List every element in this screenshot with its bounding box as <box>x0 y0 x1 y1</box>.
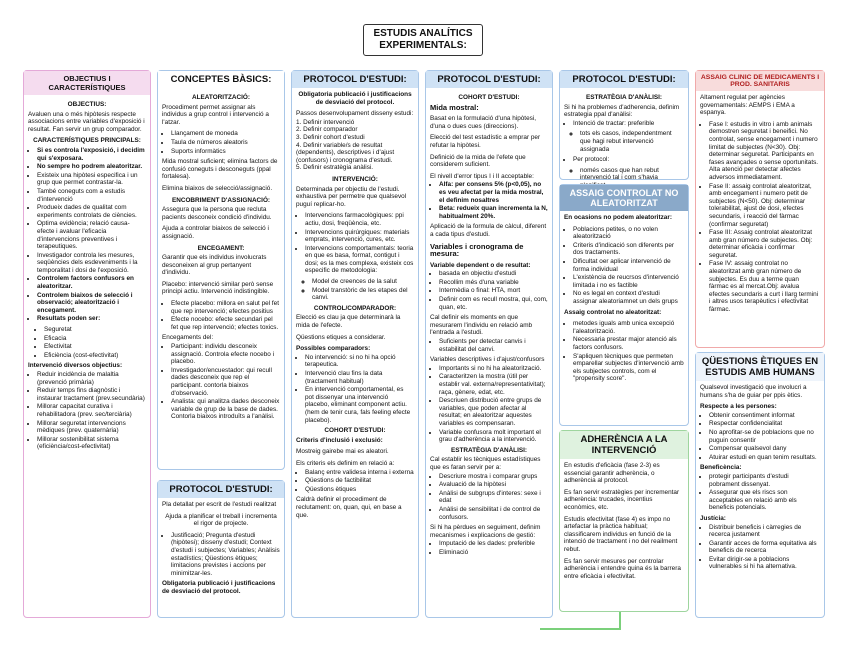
paragraph: Ajuda a controlar biaixos de selecció i assignació. <box>162 225 269 240</box>
paragraph: Basat en la formulació d'una hipòtesi, d'una o dues cues (direccions). <box>430 115 537 130</box>
paragraph: Assegura que la persona que recluta pacients desconeix condició d'individu. <box>162 206 272 221</box>
paragraph: Variable dependent o de resultat: <box>430 261 531 269</box>
list-item: • Produeix dades de qualitat com experiments controlats de ciències. <box>37 204 146 219</box>
list-item: ◦ tots els casos, independentment que hagi rebut intervenció assignada <box>580 130 684 153</box>
paragraph: Variables descriptives i d'ajust/confusors <box>430 356 545 364</box>
list-item: • Fase IV: assaig controlat no aleatoritzat amb gran número de subjectes. Es duu a terme quan fàrmac es al mercat.Obj: avalua efectes secundaris a curt i llarg termini i altres usos terapèutics i efectivitat fàrmac. <box>709 260 820 313</box>
list-item: • Resultats poden ser: <box>37 315 146 323</box>
paragraph: En ocasions no podem aleatoritzar: <box>564 214 672 221</box>
list-item: • Definir com es recull mostra, qui, com, quan, etc. <box>439 296 548 311</box>
panel-header: ASSAIG CONTROLAT NO ALEATORITZAT <box>560 185 688 211</box>
list-item: • Millorar capacitat curativa i rehabilitadora (prev. sec/terciària) <box>37 403 146 418</box>
list-item: • Analista: qui analitza dades desconeix variable de grup de la base de dades. Contorla biaixos introduïts a l'anàlisi. <box>171 398 280 421</box>
list-item: • S'apliquen tècniques que permeten emparellar subjectes d'intervenció amb els subjectes controls, com el "propensity score". <box>573 353 684 383</box>
paragraph: Si hi ha problemes d'adherencia, definim estrategia ppal d'anàlisi: <box>564 103 680 119</box>
list-item: • metodes iguals amb unica excepció l'aleatorització. <box>573 320 684 335</box>
panel-header: PROTOCOL D'ESTUDI: <box>560 71 688 88</box>
list-item: • protegir participants d'estudi pobrament dissenyat. <box>709 473 820 488</box>
list-item: • Eficiència (cost-efectivitat) <box>44 352 146 360</box>
paragraph: Mostreig gairebe mai es aleatori. <box>296 448 389 456</box>
paragraph: Es fan servir estratègies per incrementar adherència: trucades, incentius econòmics, etc. <box>564 488 680 511</box>
paragraph: Aplicació de la formula de càlcul, diferent a cada tipus d'estudi. <box>430 223 547 238</box>
section-title: INTERVENCIÓ: <box>332 175 378 183</box>
list-item: • Necessaria prestar major atenció als factors confusors. <box>573 336 684 351</box>
list-item: • Distribuir beneficis i càrregies de recerca justament <box>709 524 820 539</box>
list-item: • Seguretat <box>44 326 146 334</box>
panel-header: PROTOCOL D'ESTUDI: <box>292 71 418 88</box>
paragraph: Obligatoria publicació i justificacions de desviació del protocol. <box>162 580 276 595</box>
list-item: • Importants si no hi ha aleatorització. <box>439 365 548 373</box>
list-item: • Obtenir consentiment informat <box>709 412 820 420</box>
paragraph: Altament regulat per agències governamentals: AEMPS i EMA a espanya. <box>700 94 795 117</box>
list-item: 3. Definir cohort d'estudi <box>296 133 365 141</box>
list-item: • Anàlisi de sensibilitat i de control de confusors. <box>439 506 548 521</box>
list-item: • Investigador controla les mesures, seqüències dels esdeveniments i la temporalitat i dosi de l'exposició. <box>37 252 146 275</box>
list-item: • No aprofitar-se de poblacions que no puguin consentir <box>709 429 820 444</box>
panel-header: CONCEPTES BÀSICS: <box>158 71 284 88</box>
objectius-panel <box>23 70 151 618</box>
list-item: • Intervencions quirúrgiques: materials emprats, intervenció, cures, etc. <box>305 229 414 244</box>
list-item: • Intermèdia o final: HTA, mort <box>439 287 548 295</box>
list-item: 1. Definir intervenció <box>296 118 355 126</box>
list-item: • Intenció de tractar: preferible <box>573 120 684 128</box>
list-item: • Intervenció clau fins la data (tractament habitual) <box>305 370 414 385</box>
adherencia-panel <box>559 430 689 612</box>
paragraph: Procediment permet assignar als individus a grup control i intervenció a l'atzar. <box>162 103 269 126</box>
paragraph: Obligatoria publicació i justificacions de desviació del protocol. <box>298 91 412 106</box>
section-title: Respecte a les persones: <box>700 403 777 411</box>
paragraph: Determinada per objectiu de l'estudi. exhaustiva per permetre que qualsevol puguí replicar-ho. <box>296 185 407 208</box>
section-title: CONTROL/COMPARADOR: <box>313 304 397 312</box>
paragraph: Elimina biaixos de selecció/assignació. <box>162 184 273 192</box>
page-title: ESTUDIS ANALÍTICS EXPERIMENTALS: <box>363 24 483 56</box>
list-item: • Intervencions farmacològiques: ppi actiu, dosi, freqüència, etc. <box>305 212 414 227</box>
paragraph: Pla detallat per escrit de l'estudi realitzat <box>162 501 277 508</box>
paragraph: Criteris d'inclusió i exclusió: <box>296 436 383 444</box>
list-item: • Respectar confidencialitat <box>709 420 820 428</box>
section-title: ENCEGAMENT: <box>197 244 245 252</box>
section-title: Intervenció diversos objectius: <box>28 362 123 370</box>
list-item: ◦ Model transtòric de les etapes del canvi. <box>312 287 414 302</box>
panel-header: PROTOCOL D'ESTUDI: <box>158 481 284 498</box>
list-item: • Atuirar estudi en quan tenim resultats. <box>709 454 820 462</box>
list-item: • Suports informàtics <box>171 148 280 156</box>
list-item: • Participant: individu desconeix assignació. Controla efecte nocebo i placebo. <box>171 343 280 366</box>
list-item: • Eliminació <box>439 549 548 557</box>
list-item: • Poblacions petites, o no volen aleatorització <box>573 226 684 241</box>
list-item: • Controlem factors confusors en aleatoritzar. <box>37 275 146 290</box>
list-item: • Fase II: assaig controlat aleatoritzat, amb encegament i numero petit de subjectes (N<50). Obj: determinar tolerabilitat, ajust de dosi, efectes secundaris, i reacció del fàrmac (confirmar seguretat) <box>709 183 820 229</box>
section-title: ESTRATÈGIA D'ANÀLISI: <box>585 94 663 101</box>
section-title: Beneficència: <box>700 464 742 472</box>
paragraph: Elecció es clau ja que determinarà la mida de l'efecte. <box>296 314 401 330</box>
list-item: ◦ només casos que han rebut intervenció tal i com s'havia <box>580 167 684 190</box>
list-item: • basada en objectiu d'estudi <box>439 270 548 278</box>
list-item: • Efecte nocebo: efecte secundari pel fet que rep intervenció; efectes toxics. <box>171 316 280 331</box>
paragraph: Mida mostral suficient; elimina factors de confusió coneguts i desconeguts (ppal fortalesa). <box>162 158 278 181</box>
paragraph: Garantir que els individus involucrats desconeixen al grup pertanyent d'individu. <box>162 254 267 277</box>
list-item: 2. Definir comparador <box>296 126 358 134</box>
paragraph: Estudis efectivitat (fase 4) es impo no artefactar la pràctica habitual; classificarem individus en funció de la intenció de tractament i no del reailment rebut. <box>564 515 678 553</box>
section-title: Justícia: <box>700 514 726 522</box>
list-item: • Imputació de les dades: preferible <box>439 540 548 548</box>
list-item: • Descriuen distribució entre grups de variables, que poden afectar al resultat; en aleatoritzar aquestes variables es compensaran. <box>439 397 548 427</box>
list-item: • No intervenció: si no hi ha opció terapeutica. <box>305 354 414 369</box>
protocol-panel-3 <box>425 70 553 618</box>
list-item: • Efecte placebo: millora en salut pel fet que rep intervenció; efectes positius <box>171 300 280 315</box>
list-item: 4. Definir variable/s de resultat (dependents), descriptives i d'ajust (confusors) i cronograma d'estudi. <box>296 141 395 164</box>
list-item: • Evitar dirigir-se a poblacions vulnerables si hi ha alternativa. <box>709 556 820 571</box>
list-item: • Optima evidència; relació causa-efecte i avaluar l'eficacia d'intervencions preventives i terapeutiques. <box>37 220 146 250</box>
paragraph: Avaluen una o més hipòtesis respecte associacions entre variables d'exposició i resultat. Fan servir un grup comparador. <box>28 110 145 133</box>
paragraph: En estudis d'eficàcia (fase 2-3) es essencial garantir adherència, o adherència al protocol. <box>564 462 660 485</box>
list-item: • Investigador/encuestador: qui recull dades desconeix que rep el participant. contorla biaixos d'observació. <box>171 367 280 397</box>
list-item: • Dificultat oer aplicar intervenció de forma individual <box>573 258 684 273</box>
list-item: • Assegurar que els riscs son acceptables en relació amb els beneficis potencials. <box>709 489 820 512</box>
list-item: • Qüestions ètiques <box>305 486 414 494</box>
list-item: • Justificació; Pregunta d'estudi (hipòtesi); disseny d'estudi; Context d'estudi i subjectes; Variables; Anàlisis estadístics; Qüestions ètiques; limitacions previstes i accions per minimitzar-les. <box>171 532 280 578</box>
paragraph: Si hi ha pèrdues en seguiment, definim mecanismes i explicacions de gestió: <box>430 524 541 539</box>
list-item: • Controlem biaixos de selecció i observació; aleatorització i encegament. <box>37 292 146 315</box>
list-item: • Millorar seguretat intervencions mèdiques (prev. quaternària) <box>37 420 146 435</box>
paragraph: Ajuda a planificar el treball i incrementa el rigor de projecte. <box>165 512 277 528</box>
list-item: • Recollim més d'una variable <box>439 279 548 287</box>
paragraph: Definició de la mida de l'efete que considerem suficient. <box>430 153 526 169</box>
section-title: COHORT D'ESTUDI: <box>458 94 520 101</box>
panel-header: PROTOCOL D'ESTUDI: <box>426 71 552 88</box>
section-title: ALEATORITZACIÓ: <box>192 94 250 101</box>
list-item: • Reduir temps fins diagnòstic i instaurar tractament (prev.secundària) <box>37 387 146 402</box>
panel-header: QÜESTIONS ÈTIQUES EN ESTUDIS AMB HUMANS <box>696 353 824 381</box>
paragraph: Cal definir els moments en que mesurarem l'individu en relació amb l'entrada a l'estudi. <box>430 314 533 337</box>
list-item: • Si es controla l'exposició, i decidim qui s'exposara. <box>37 147 146 162</box>
list-item: • Eficacia <box>44 335 146 343</box>
list-item: • Intervencions comportamentals: teoria en que es basa, format, contigut i dosi; es la mes complexa, existeix cos especific de metodologia: <box>305 245 414 275</box>
panel-header: ASSAIG CLINIC DE MEDICAMENTS I PROD. SANITARIS <box>696 71 824 91</box>
list-item: • Alfa: per consens 5% (p<0,05), no es veu afectat per la mida mostral, el definim nosaltres <box>439 181 548 204</box>
list-item: • Balanç entre validesa interna i externa <box>305 469 414 477</box>
list-item: • Criteris d'indicació son diferents per dos tractaments. <box>573 242 684 257</box>
protocol-panel-4 <box>559 70 689 180</box>
list-item: • Taula de números aleatoris <box>171 139 280 147</box>
list-item: • Fase III: Assaig controlat aleatoritzat amb gran número de subjectes. Obj: determinar eficàcia i confirmar seguretat. <box>709 229 820 259</box>
paragraph: Elecció del test estadístic a emprar per refutar la hipòtesi. <box>430 134 541 149</box>
section-title: COHORT D'ESTUDI: <box>324 427 386 435</box>
list-item: • Descriure mostra i comparar grups <box>439 473 548 481</box>
paragraph: Caldrà definir el procediment de reclutament: on, quan, qui, en base a que. <box>296 496 402 519</box>
conceptes-panel <box>157 70 285 470</box>
paragraph: Placebo: intervenció similar però sense principi actiu. Intervenció indistingible. <box>162 280 274 296</box>
paragraph: El nivell d'error tipus I i II acceptable: <box>430 172 534 180</box>
section-title: Variables i cronograma de mesura: <box>430 241 524 259</box>
list-item: • Millorar sostenibilitat sistema (eficiència/cost-efectivitat) <box>37 436 146 451</box>
list-item: • L'existència de reucrsos d'intervenció limitada i no es factible <box>573 274 684 289</box>
paragraph: Cal establir les tècniques estadístiques que es faran servir per a: <box>430 456 541 471</box>
paragraph: Es fan servir mesures per controlar adherència i entendre quina és la barrera entre eficàcia i efectivitat. <box>564 557 681 580</box>
paragraph: Qualsevol investigació que involucri a humans s'ha de guiar per ppis ètics. <box>700 384 807 399</box>
list-item: • Caracteritzen la mostra (útil per establir val. externa/representativitat); raça, gènere, edat, etc. <box>439 373 548 396</box>
panel-header: ADHERÈNCIA A LA INTERVENCIÓ <box>560 431 688 459</box>
list-item: • També coneguts com a estudis d'intervenció <box>37 188 146 203</box>
section-title: ESTRATÈGIA D'ANÀLISI: <box>450 446 528 454</box>
section-title: Mida mostral: <box>430 102 479 112</box>
paragraph: Passos desenvolupament disseny estudi: <box>296 110 414 118</box>
panel-header: OBJECTIUS I CARACTERÍSTIQUES <box>24 71 150 95</box>
list-item: • Avaluació de la hipòtesi <box>439 481 548 489</box>
no-aleatoritzat-panel <box>559 184 689 426</box>
list-item: • Compensar qualsevol dany <box>709 445 820 453</box>
list-item: • Qüestions de factibilitat <box>305 477 414 485</box>
list-item: • Reduir incidència de malaltia (prevenció primària) <box>37 371 146 386</box>
list-item: • Per protocol: <box>573 156 684 164</box>
list-item: • Beta: redueix quan incrementa la N, habitualment 20%. <box>439 205 548 220</box>
section-title: CARACTERÍSTIQUES PRINCIPALS: <box>33 137 141 145</box>
list-item: • Efectivitat <box>44 343 146 351</box>
list-item: • Variable confusora molt important el grau d'adherència a la intervenció. <box>439 429 548 444</box>
section-title: ENCOBRIMENT D'ASSIGNACIÓ: <box>171 196 271 204</box>
etiques-panel <box>695 352 825 618</box>
list-item: • En intervenció comportamental, es pot dissenyar una intervenció placebo, eliminant component actiu. (hem de tenir cura, fals feeling efecte placebo). <box>305 386 414 424</box>
paragraph: Els criteris els definim en relació a: <box>296 459 395 467</box>
connector-line <box>540 628 621 630</box>
list-item: • No es legal en context d'estudi assignar aleatoriamnet un dels grups <box>573 290 684 305</box>
assaig-clinic-panel <box>695 70 825 348</box>
list-item: • Garantir acces de forma equitativa als beneficis de recerca <box>709 540 820 555</box>
list-item: ◦ Model de creences de la salut <box>312 278 414 286</box>
list-item: • Fase I: estudis in vitro i amb animals demostren seguretat i beneifici. No controlat, sense encegament i numero limitat de subjectes (N<30). Obj: determinar seguretat. Participants en fases avançades o sense oportunitats. Alta atenció per detectar afectes adversos immediatament. <box>709 121 820 182</box>
section-title: OBJECTIUS: <box>67 101 107 108</box>
list-item: • Existeix una hipòtesi especifica i un grup que permet contrastar-la. <box>37 172 146 187</box>
paragraph: Possibles comparadors: <box>296 345 371 353</box>
paragraph: Qüestions etiques a considerar. <box>296 333 386 341</box>
paragraph: Encegaments del: <box>162 334 214 342</box>
list-item: • Suficients per detectar canvis i estabilitat del canvi. <box>439 338 548 353</box>
paragraph: Assaig controlat no aleatoritzat: <box>564 308 662 316</box>
list-item: • No sempre ho podrem aleatoritzar. <box>37 163 146 171</box>
list-item: • Llançament de moneda <box>171 130 280 138</box>
list-item: 5. Definir estratègia anàlisi. <box>296 164 374 172</box>
list-item: • Anàlisi de subgrups d'interes: sexe i edat <box>439 490 548 505</box>
protocol-panel-1 <box>157 480 285 618</box>
protocol-panel-2 <box>291 70 419 618</box>
